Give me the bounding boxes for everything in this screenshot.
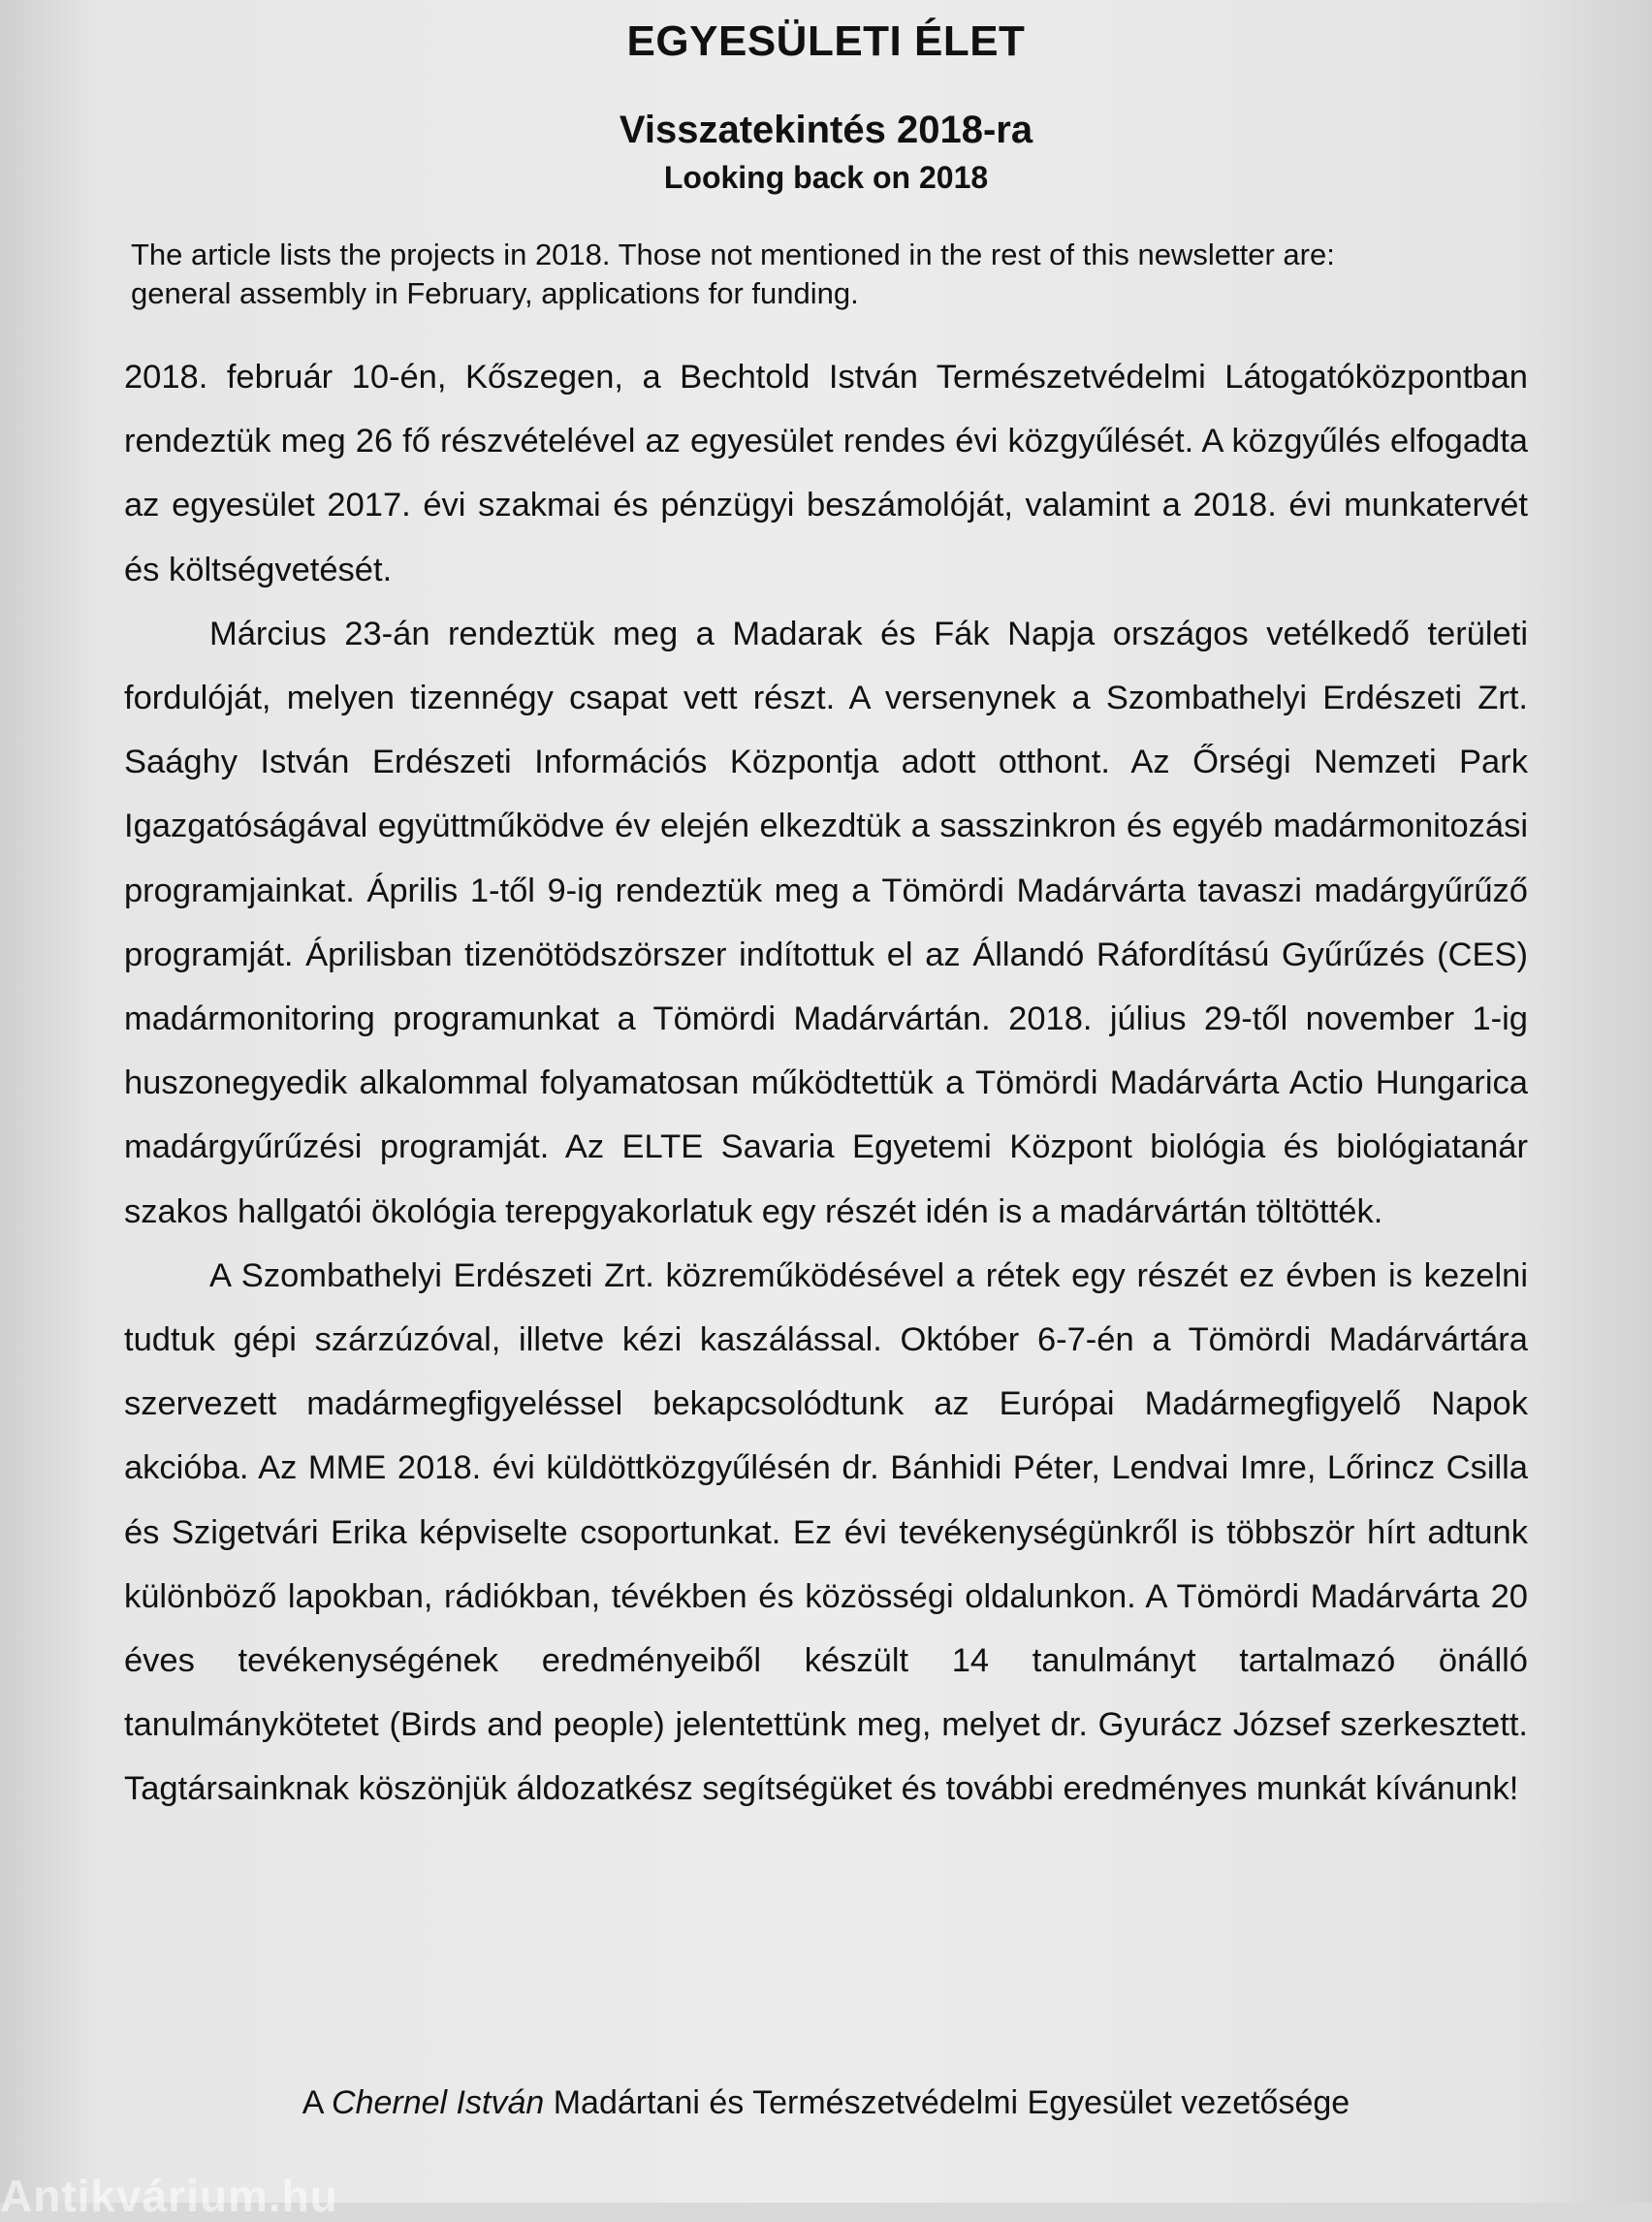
article-body — [124, 345, 1528, 1822]
body-paragraph-1: 2018. február 10-én, Kőszegen, a Bechtold István Természetvédelmi Látogatóközpontban rendeztük meg 26 fő részvételével az egyesület rendes évi közgyűlését. A közgyűlés elfogadta az egyesület 2017. évi szakmai és pénzügyi beszámolóját, valamint a 2018. évi munkatervét és költségvetését. — [124, 359, 1528, 588]
section-title: EGYESÜLETI ÉLET — [626, 17, 1026, 65]
signature-name: Chernel István — [332, 2084, 545, 2121]
article-subtitle: Looking back on 2018 — [663, 160, 989, 195]
watermark-text: Antikvárium.hu — [0, 2171, 338, 2221]
body-paragraph-3: A Szombathelyi Erdészeti Zrt. közreműködésével a rétek egy részét ez évben is kezelni tudtuk gépi szárzúzóval, illetve kézi kaszálással. Október 6-7-én a Tömördi Madárvártára szervezett madármegfigyeléssel bekapcsolódtunk az Európai Madármegfigyelő Napok akcióba. Az MME 2018. évi küldöttközgyűlésén dr. Bánhidi Péter, Lendvai Imre, Lőrincz Csilla és Szigetvári Erika képviselte csoportunkat. Ez évi tevékenységünkről is többször hírt adtunk különböző lapokban, rádiókban, tévékben és közösségi oldalunkon. A Tömördi Madárvárta 20 éves tevékenységének eredményeiből készült 14 tanulmányt tartalmazó önálló tanulmánykötetet (Birds and people) jelentettünk meg, melyet dr. Gyurácz József szerkesztett. Tagtársainknak köszönjük áldozatkész segítségüket és további eredményes munkát kívánunk! — [124, 1256, 1528, 1808]
body-paragraph-2: Március 23-án rendeztük meg a Madarak és Fák Napja országos vetélkedő területi fordulóját, melyen tizennégy csapat vett részt. A versenynek a Szombathelyi Erdészeti Zrt. Saághy István Erdészeti Információs Központja adott otthont. Az Őrségi Nemzeti Park Igazgatóságával együttműködve év elején elkezdtük a sasszinkron és egyéb madármonitozási programjainkat. Április 1-től 9-ig rendeztük meg a Tömördi Madárvárta tavaszi madárgyűrűző programját. Áprilisban tizenötödszörszer indítottuk el az Állandó Ráfordítású Gyűrűzés (CES) madármonitoring programunkat a Tömördi Madárvártán. 2018. július 29-től november 1-ig huszonegyedik alkalommal folyamatosan működtettük a Tömördi Madárvárta Actio Hungarica madárgyűrűzési programját. Az ELTE Savaria Egyetemi Központ biológia és biológiatanár szakos hallgatói ökológia terepgyakorlatuk egy részét idén is a madárvártán töltötték. — [124, 615, 1528, 1230]
signature — [0, 2084, 1652, 2122]
article-title: Visszatekintés 2018-ra — [619, 109, 1033, 151]
summary-line-2: general assembly in February, applications for funding. — [131, 276, 859, 310]
signature-suffix: Madártani és Természetvédelmi Egyesület vezetősége — [544, 2084, 1350, 2121]
summary-line-1: The article lists the projects in 2018. Those not mentioned in the rest of this newsletter are: — [131, 238, 1335, 271]
english-summary — [131, 236, 1527, 313]
signature-prefix: A — [302, 2084, 333, 2121]
